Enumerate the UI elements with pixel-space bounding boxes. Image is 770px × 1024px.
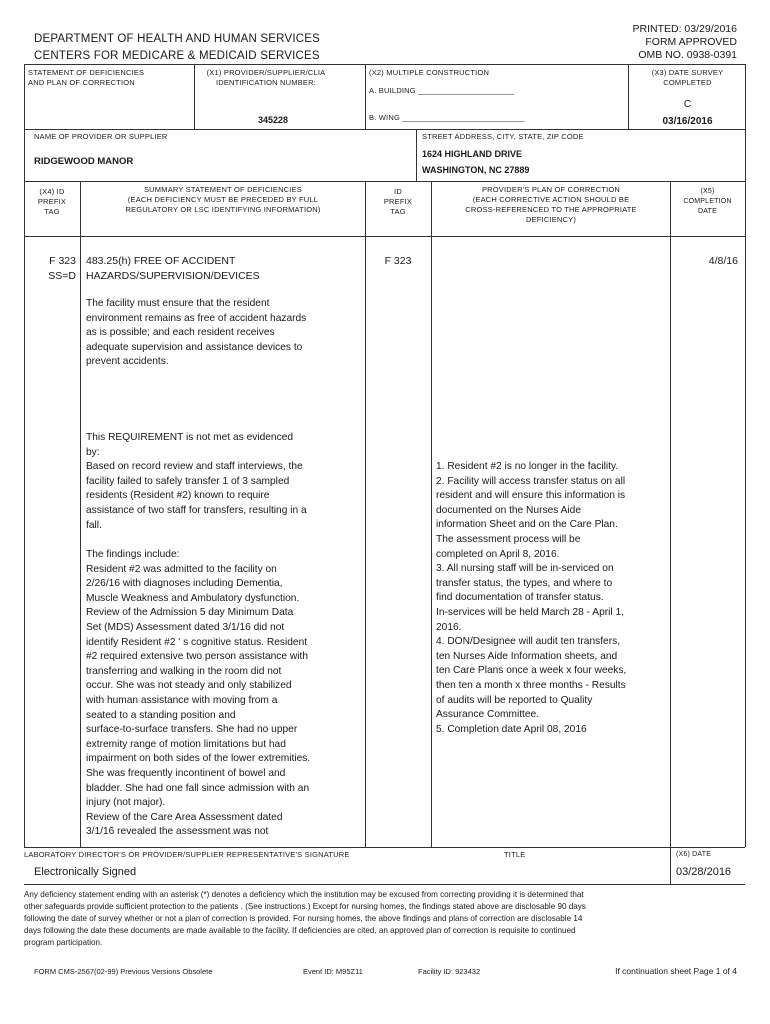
evidence-text: This REQUIREMENT is not met as evidenced by: Based on record review and staff interviews, the facility failed to safely transfer 1 of 3 sampled residents (Resident #2) known to require assistance of two staff for transfers, resulting in a fall.: [86, 432, 307, 531]
form-approved: FORM APPROVED: [645, 36, 737, 48]
date-divider: [670, 847, 671, 884]
regulation-title: 483.25(h) FREE OF ACCIDENT HAZARDS/SUPERVISION/DEVICES: [86, 255, 260, 282]
id-header: ID PREFIX TAG: [383, 187, 413, 216]
column-header-border: [24, 181, 745, 182]
requirement-text: The facility must ensure that the resident environment remains as free of accident hazards as is possible; and each resident receives adequate supervision and assistance devices to prevent accidents.: [86, 298, 307, 368]
left-border: [24, 64, 25, 847]
id-prefix-tag: F 323: [384, 255, 412, 267]
centers-line: CENTERS FOR MEDICARE & MEDICAID SERVICES: [34, 50, 320, 62]
survey-type: C: [683, 99, 692, 110]
street-address: 1624 HIGHLAND DRIVE: [422, 149, 523, 159]
prefix-tag: F 323: [49, 255, 76, 267]
col-div-4: [670, 181, 671, 847]
signature-label: LABORATORY DIRECTOR'S OR PROVIDER/SUPPLIER REPRESENTATIVE'S SIGNATURE: [24, 850, 350, 859]
department-line: DEPARTMENT OF HEALTH AND HUMAN SERVICES: [34, 33, 320, 45]
divider-x3: [628, 64, 629, 129]
divider-x2: [365, 64, 366, 129]
scope-severity: SS=D: [48, 270, 76, 282]
col-div-3: [431, 181, 432, 847]
provider-row-border: [24, 129, 745, 130]
provider-number: 345228: [258, 115, 289, 125]
col-div-2: [365, 181, 366, 847]
disclaimer-border: [24, 884, 745, 885]
completion-date: 4/8/16: [708, 255, 738, 267]
omb-number: OMB NO. 0938-0391: [638, 49, 737, 61]
page-indicator: If continuation sheet Page 1 of 4: [615, 966, 737, 976]
date-label: (X6) DATE: [676, 851, 712, 858]
survey-date: 03/16/2016: [662, 116, 713, 127]
x2-label: (X2) MULTIPLE CONSTRUCTION: [369, 68, 490, 77]
statement-label: STATEMENT OF DEFICIENCIES AND PLAN OF CORRECTION: [28, 68, 145, 87]
col-div-1: [80, 181, 81, 847]
printed-date: PRINTED: 03/29/2016: [632, 23, 737, 35]
address-label: STREET ADDRESS, CITY, STATE, ZIP CODE: [422, 132, 584, 141]
divider-provider: [416, 129, 417, 181]
provider-name: RIDGEWOOD MANOR: [34, 156, 134, 167]
provider-name-label: NAME OF PROVIDER OR SUPPLIER: [34, 132, 168, 141]
title-label: TITLE: [504, 850, 526, 859]
x5-header: (X5) COMPLETION DATE: [683, 188, 732, 215]
content-border: [24, 236, 745, 237]
summary-header: SUMMARY STATEMENT OF DEFICIENCIES (EACH DEFICIENCY MUST BE PRECEDED BY FULL REGULATORY OR LSC IDENTIFYING INFORMATION): [125, 185, 321, 214]
form-id: FORM CMS-2567(02-99) Previous Versions Obsolete: [34, 967, 213, 976]
top-box-border: [24, 64, 745, 65]
facility-id: Facility ID: 923432: [418, 967, 481, 976]
event-id: Event ID: M95Z11: [303, 967, 363, 976]
building-line: A. BUILDING ______________________: [369, 86, 515, 95]
right-border: [745, 64, 746, 847]
signature-border: [24, 847, 745, 848]
plan-header: PROVIDER'S PLAN OF CORRECTION (EACH CORRECTIVE ACTION SHOULD BE CROSS-REFERENCED TO THE APPROPRIATE DEFICIENCY): [465, 185, 637, 224]
city-state-zip: WASHINGTON, NC 27889: [422, 165, 530, 175]
plan-of-correction: 1. Resident #2 is no longer in the facility. 2. Facility will access transfer status on all resident and will ensure this information is documented on the Nurses Aide information Sheet and on the Care Plan. The assessment process will be completed on April 8, 2016. 3. All nursing staff will be in-serviced on transfer status, the types, and where to find documentation of transfer status. In-services will be held March 28 - April 1, 2016. 4. DON/Designee will audit ten transfers, ten Nurses Aide Information sheets, and ten Care Plans once a week x four weeks, then ten a month x three months - Results of audits will be reported to Quality Assurance Committee. 5. Completion date April 08, 2016: [436, 461, 627, 735]
findings-text: The findings include: Resident #2 was admitted to the facility on 2/26/16 with diagnoses including Dementia, Muscle Weakness and Ambulatory dysfunction. Review of the Admission 5 day Minimum Data Set (MDS) Assessment dated 3/1/16 did not identify Resident #2 ' s cognitive status. Resident #2 required extensive two person assistance with transferring and walking in the room did not occur. She was not steady and only stabilized with human assistance with moving from a seated to a standing position and surface-to-surface transfers. She had no upper extremity range of motion limitations but had impairment on both sides of the lower extremities. She was frequently incontinent of bowel and bladder. She had one fall since admission with an injury (not major). Review of the Care Area Assessment dated 3/1/16 revealed the assessment was not: [86, 549, 311, 838]
disclaimer-text: Any deficiency statement ending with an asterisk (*) denotes a deficiency which the institution may be excused from correcting providing it is determined that other safeguards provide sufficient protection to the patients . (See instructions.) Except for nursing homes, the findings stated above are disclosable 90 days following the date of survey whether or not a plan of correction is provided. For nursing homes, the above findings and plans of correction are disclosable 14 days following the date these documents are made available to the facility. If deficiencies are cited, an approved plan of correction is requisite to continued program participation.: [24, 890, 586, 947]
x1-label: (X1) PROVIDER/SUPPLIER/CLIA IDENTIFICATION NUMBER:: [206, 68, 326, 87]
x3-label: (X3) DATE SURVEY COMPLETED: [651, 68, 724, 87]
signature-date: 03/28/2016: [676, 866, 732, 878]
wing-line: B. WING ____________________________: [369, 113, 525, 122]
signature-value: Electronically Signed: [34, 866, 137, 878]
x4-header: (X4) ID PREFIX TAG: [37, 187, 67, 216]
divider-x1: [194, 64, 195, 129]
